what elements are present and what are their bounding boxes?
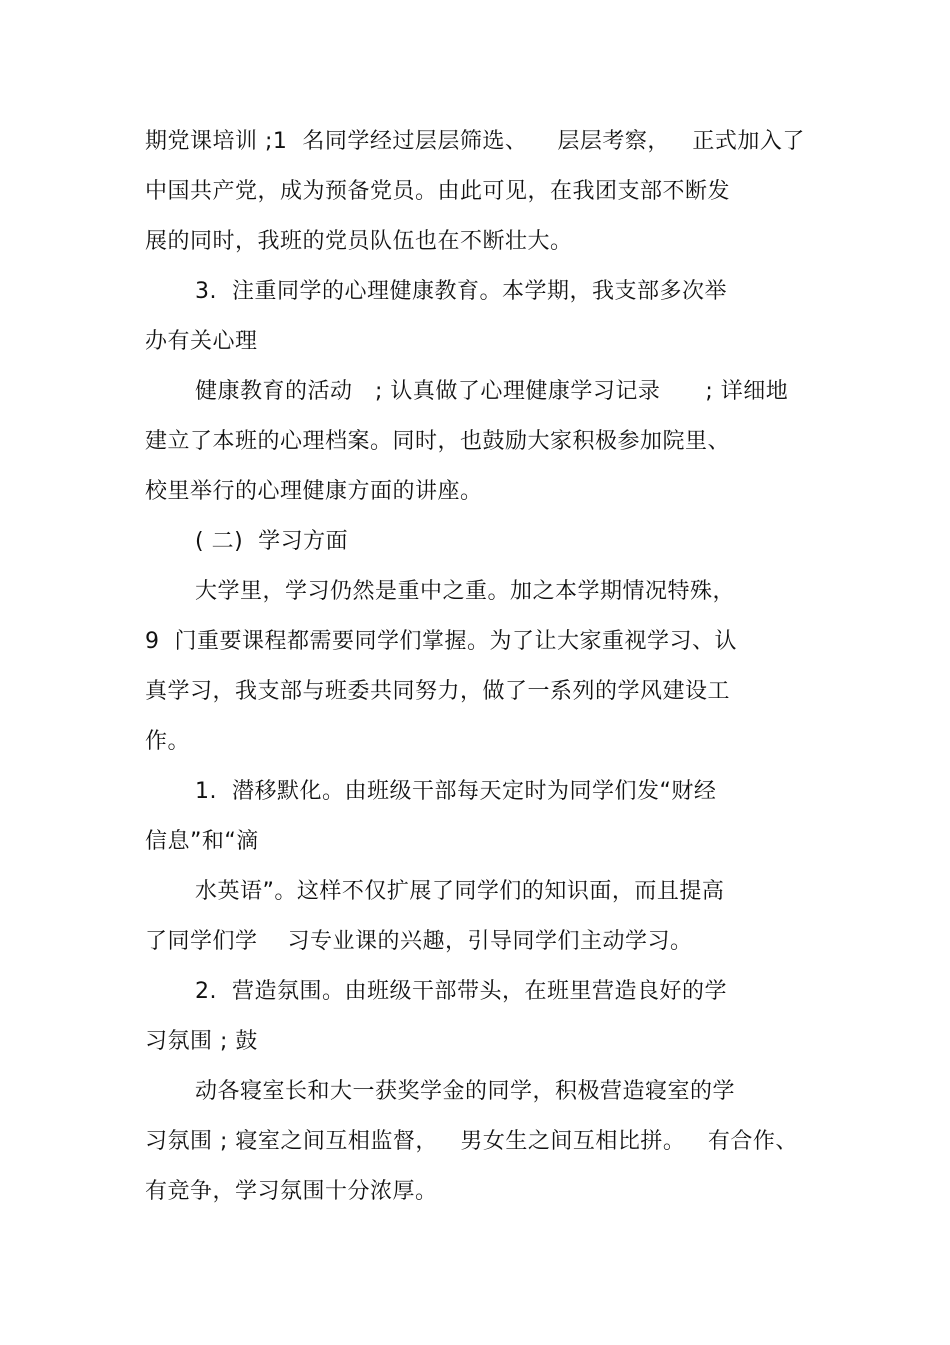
text-line: 作。 [145,729,191,754]
text-line: 有竞争，学习氛围十分浓厚。 [145,1179,438,1204]
text-line: 期党课培训 ;1 名同学经过层层筛选、 层层考察， 正式加入了 [145,129,805,154]
text-line: 9 门重要课程都需要同学们掌握。为了让大家重视学习、认 [145,629,737,654]
text-line: 大学里，学习仍然是重中之重。加之本学期情况特殊， [195,579,736,604]
text-line: 习氛围 ; 鼓 [145,1029,258,1054]
text-line: 了同学们学 习专业课的兴趣，引导同学们主动学习。 [145,929,693,954]
text-line: 办有关心理 [145,329,258,354]
text-line: 校里举行的心理健康方面的讲座。 [145,479,483,504]
text-line: 中国共产党，成为预备党员。由此可见，在我团支部不断发 [145,179,731,204]
text-line: 1. 潜移默化。由班级干部每天定时为同学们发“财经 [195,779,717,804]
text-line: 3. 注重同学的心理健康教育。本学期，我支部多次举 [195,279,727,304]
text-line: 2. 营造氛围。由班级干部带头，在班里营造良好的学 [195,979,727,1004]
section-heading: ( 二) 学习方面 [195,529,349,554]
text-line: 建立了本班的心理档案。同时，也鼓励大家积极参加院里、 [145,429,731,454]
text-line: 真学习，我支部与班委共同努力，做了一系列的学风建设工 [145,679,731,704]
text-line: 信息”和“滴 [145,829,259,854]
text-line: 水英语”。这样不仅扩展了同学们的知识面，而且提高 [195,879,725,904]
text-line: 习氛围 ; 寝室之间互相监督， 男女生之间互相比拼。 有合作、 [145,1129,798,1154]
text-line: 动各寝室长和大一获奖学金的同学，积极营造寝室的学 [195,1079,736,1104]
text-line: 健康教育的活动 ; 认真做了心理健康学习记录 ; 详细地 [195,379,789,404]
text-line: 展的同时，我班的党员队伍也在不断壮大。 [145,229,573,254]
